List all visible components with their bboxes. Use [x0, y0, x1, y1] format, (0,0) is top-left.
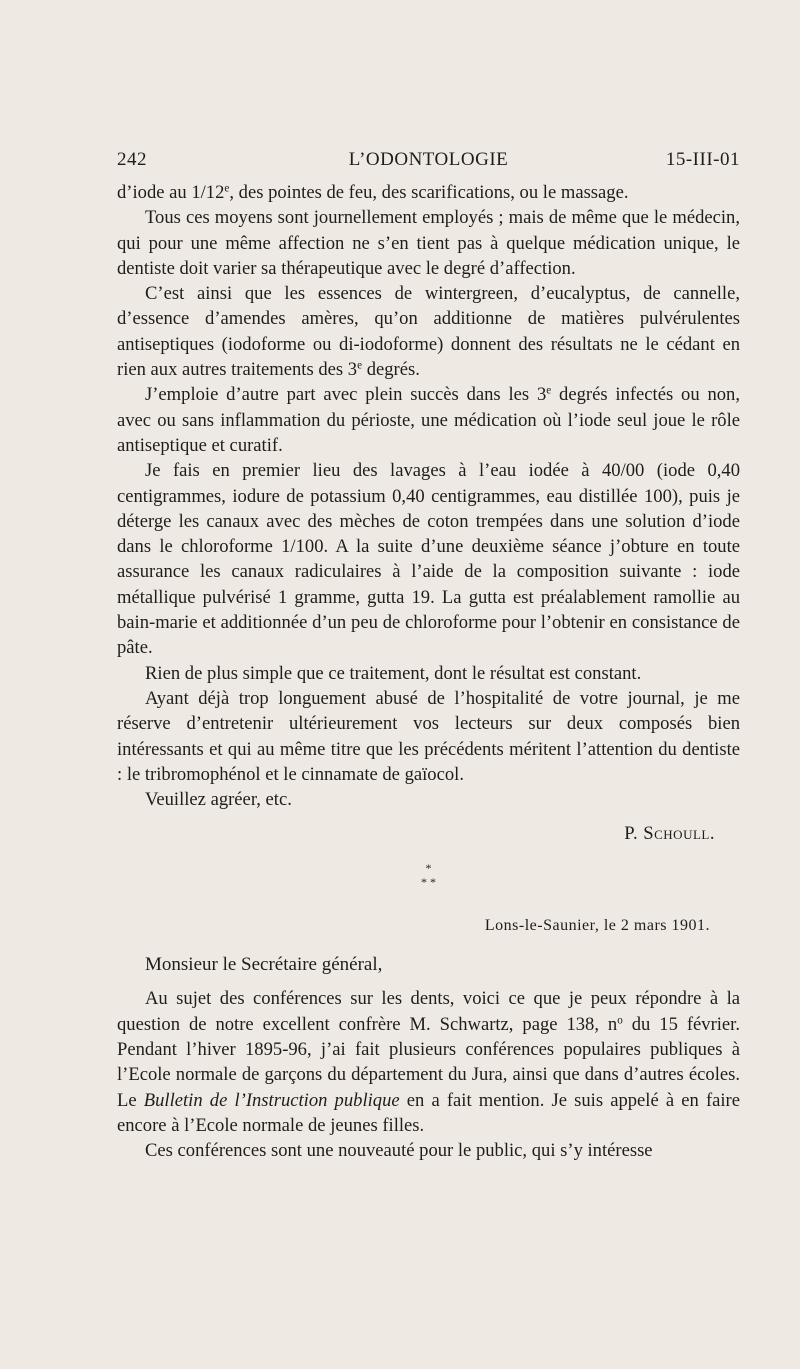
superscript: o	[617, 1013, 623, 1026]
journal-title: L’ODONTOLOGIE	[348, 149, 509, 170]
star-bottom: * *	[421, 874, 436, 889]
superscript: e	[224, 182, 230, 195]
body-text	[117, 180, 740, 1163]
paragraph: Veuillez agréer, etc.	[145, 789, 292, 811]
superscript: e	[357, 359, 363, 372]
paragraph	[117, 986, 740, 1138]
paragraph: Rien de plus simple que ce traitement, dont le résultat est constant.	[145, 662, 642, 684]
paragraph	[117, 180, 740, 205]
star-top: *	[425, 860, 432, 875]
text-run: d’iode au 1/12	[117, 182, 225, 203]
italic-title: Bulletin de l’Instruction publique	[143, 1089, 400, 1111]
paragraph	[117, 382, 740, 458]
paragraph: Je fais en premier lieu des lavages à l’eau iodée à 40/00 (iode 0,40 centigrammes, iodure de potassium 0,40 centigrammes, eau distillée 100), puis je déterge les canaux avec des mèches de coton trempées dans une solution d’iode dans le chloroforme 1/100. A la suite d’une deuxième séance j’obture en toute assurance les canaux radiculaires à l’aide de la composition suivante : iode métallique pulvérisé 1 gramme, gutta 19. La gutta est préalablement ramollie au bain-marie et additionnée d’un peu de chloroforme pour l’obtenir en consistance de pâte.	[117, 460, 740, 659]
section-separator	[117, 861, 740, 889]
superscript: e	[546, 384, 552, 397]
dateline: Lons-le-Saunier, le 2 mars 1901.	[484, 916, 710, 934]
text-run: , des pointes de feu, des scarifications, ou le massage.	[229, 182, 629, 203]
text-run: en a fait mention. Je suis appelé à en faire encore à l’Ecole normale de jeunes filles.	[117, 1089, 741, 1136]
text-run: C’est ainsi que les essences de wintergreen, d’eucalyptus, de cannelle, d’essence d’amendes amères, qu’on additionne de matières pulvérulentes antiseptiques (iodoforme ou di-iodoforme) donnent des résultats ne le cédant en rien aux autres traitements des 3	[117, 283, 740, 381]
signature: P. Schoull.	[624, 823, 715, 845]
text-run: degrés infectés ou non, avec ou sans inflammation du périoste, une médication où l’iode seul joue le rôle antiseptique et curatif.	[117, 384, 740, 456]
paragraph: Ayant déjà trop longuement abusé de l’hospitalité de votre journal, je me réserve d’entretenir ultérieurement vos lecteurs sur deux composés bien intéressants et qui au même titre que les précédents méritent l’attention du dentiste : le tribromophénol et le cinnamate de gaïocol.	[117, 687, 740, 785]
paragraph	[117, 281, 740, 382]
text-run: du 15 février. Pendant l’hiver 1895-96, j’ai fait plusieurs conférences populaires publiques à l’Ecole normale de garçons du département du Jura, ainsi que dans d’autres écoles. Le	[117, 1013, 740, 1111]
page-number: 242	[117, 149, 147, 170]
text-run: J’emploie d’autre part avec plein succès dans les 3	[145, 384, 547, 406]
paragraph: Tous ces moyens sont journellement employés ; mais de même que le médecin, qui pour une même affection ne s’en tient pas à quelque médication unique, le dentiste doit varier sa thérapeutique avec le degré d’affection.	[117, 207, 740, 279]
text-run: degrés.	[362, 359, 420, 381]
salutation: Monsieur le Secrétaire général,	[145, 954, 383, 976]
text-run: Au sujet des conférences sur les dents, voici ce que je peux répondre à la question de notre excellent confrère M. Schwartz, page 138, n	[117, 988, 740, 1035]
paragraph: Ces conférences sont une nouveauté pour le public, qui s’y intéresse	[145, 1140, 653, 1162]
issue-date: 15-III-01	[665, 149, 740, 170]
